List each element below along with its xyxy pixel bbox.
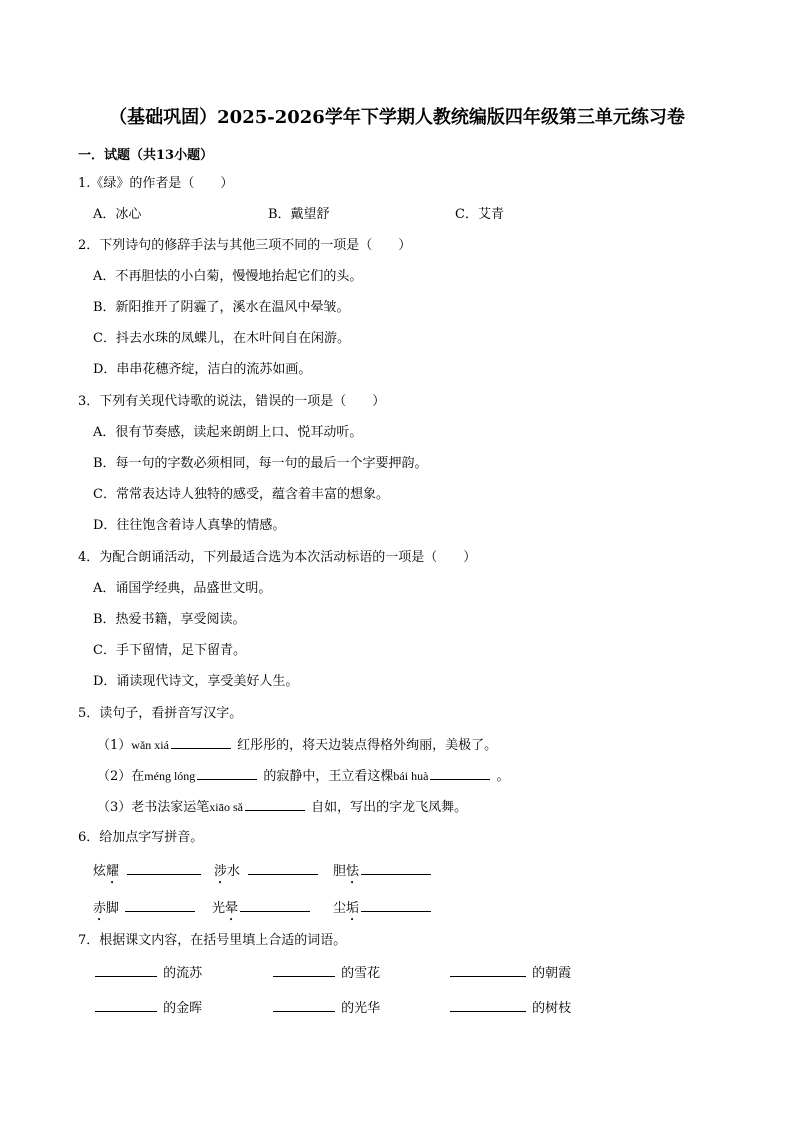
q5-s2-prefix: （2）在: [97, 769, 145, 784]
q7-item-2-text: 的雪花: [341, 966, 381, 981]
q1-option-c: C．艾青: [455, 207, 504, 222]
q7-item-3-text: 的朝霞: [532, 966, 572, 981]
q6-blank-1[interactable]: [127, 862, 201, 875]
q5-s3-prefix: （3）老书法家运笔: [97, 800, 210, 815]
q7-blank-2[interactable]: [273, 964, 335, 977]
q6-blank-2[interactable]: [248, 862, 318, 875]
q7-item-5: [271, 999, 380, 1018]
q2-option-b: B．新阳推开了阴霾了，溪水在温风中晕皱。: [93, 300, 350, 315]
q5-s1-blank[interactable]: [171, 736, 231, 749]
q6-word-3: [333, 862, 433, 887]
question-7-stem: 7．根据课文内容，在括号里填上合适的词语。: [78, 933, 347, 948]
page-title: （基础巩固）2025-2026学年下学期人教统编版四年级第三单元练习卷: [109, 107, 685, 128]
q7-blank-6[interactable]: [450, 999, 526, 1012]
q6-word-4: [93, 899, 197, 924]
q6-word-4-text: 赤脚: [93, 901, 120, 916]
q7-blank-4[interactable]: [95, 999, 157, 1012]
question-6-stem: 6．给加点字写拼音。: [78, 830, 204, 845]
q7-item-6-text: 的树枝: [532, 1001, 572, 1016]
q5-s3-pinyin: xiāo sǎ: [209, 800, 243, 814]
question-2-stem: 2．下列诗句的修辞手法与其他三项不同的一项是（ ）: [78, 238, 412, 253]
q7-item-3: [448, 964, 571, 983]
q3-option-d: D．往往饱含着诗人真挚的情感。: [93, 518, 286, 533]
q5-sentence-1: [97, 736, 497, 755]
question-5-stem: 5．读句子，看拼音写汉字。: [78, 706, 243, 721]
q7-item-1-text: 的流苏: [163, 966, 203, 981]
q7-item-2: [271, 964, 380, 983]
q5-s2-pinyin-1: méng lóng: [144, 769, 196, 783]
q5-s3-blank[interactable]: [245, 798, 305, 811]
q4-option-b: B．热爱书籍，享受阅读。: [93, 612, 246, 627]
q5-s1-pinyin: wǎn xiá: [131, 738, 169, 752]
q5-s2-pinyin-2: bái huà: [393, 769, 429, 783]
q6-word-6-text: 尘垢: [333, 901, 360, 916]
q6-word-3-text: 胆怯: [333, 864, 360, 879]
q7-blank-3[interactable]: [450, 964, 526, 977]
q6-blank-4[interactable]: [125, 899, 195, 912]
q5-s2-suffix: 。: [492, 769, 510, 784]
q5-s3-suffix: 自如，写出的字龙飞凤舞。: [306, 800, 468, 815]
q5-s2-blank-2[interactable]: [430, 767, 490, 780]
question-1-stem: 1.《绿》的作者是（ ）: [78, 176, 234, 191]
q7-blank-1[interactable]: [95, 964, 157, 977]
q7-item-4-text: 的金晖: [163, 1001, 203, 1016]
question-4-stem: 4．为配合朗诵活动，下列最适合选为本次活动标语的一项是（ ）: [78, 550, 477, 565]
q2-option-d: D．串串花穗齐绽，洁白的流苏如画。: [93, 362, 312, 377]
q6-blank-5[interactable]: [240, 899, 310, 912]
q7-item-6: [448, 999, 571, 1018]
q6-word-5-text: 光晕: [212, 901, 239, 916]
q2-option-c: C．抖去水珠的凤蝶儿，在木叶间自在闲游。: [93, 331, 350, 346]
q6-word-1: [93, 862, 203, 887]
q7-item-5-text: 的光华: [341, 1001, 381, 1016]
q7-blank-5[interactable]: [273, 999, 335, 1012]
q7-item-1: [93, 964, 202, 983]
q6-word-2-text: 涉水: [214, 864, 241, 879]
q6-word-2: [214, 862, 320, 887]
q6-word-5: [212, 899, 312, 924]
q4-option-a: A．诵国学经典，品盛世文明。: [93, 581, 272, 596]
q7-item-4: [93, 999, 202, 1018]
question-3-stem: 3．下列有关现代诗歌的说法，错误的一项是（ ）: [78, 394, 386, 409]
section-heading: 一．试题（共13小题）: [78, 148, 214, 163]
q6-blank-6[interactable]: [361, 899, 431, 912]
q6-word-6: [333, 899, 433, 924]
q3-option-c: C．常常表达诗人独特的感受，蕴含着丰富的想象。: [93, 487, 389, 502]
q2-option-a: A．不再胆怯的小白菊，慢慢地抬起它们的头。: [93, 269, 363, 284]
q4-option-d: D．诵读现代诗文，享受美好人生。: [93, 674, 299, 689]
q5-s1-prefix: （1）: [97, 738, 132, 753]
q3-option-a: A．很有节奏感，读起来朗朗上口、悦耳动听。: [93, 425, 363, 440]
q1-option-b: B．戴望舒: [268, 207, 330, 222]
q5-sentence-2: [97, 767, 510, 786]
q4-option-c: C．手下留情，足下留青。: [93, 643, 246, 658]
q6-word-1-text: 炫耀: [93, 864, 120, 879]
q1-option-a: A．冰心: [93, 207, 142, 222]
q5-s2-middle: 的寂静中，王立看这棵: [259, 769, 394, 784]
q5-s1-suffix: 红彤彤的，将天边装点得格外绚丽，美极了。: [232, 738, 498, 753]
q5-s2-blank-1[interactable]: [197, 767, 257, 780]
q5-sentence-3: [97, 798, 467, 817]
q6-blank-3[interactable]: [361, 862, 431, 875]
q3-option-b: B．每一句的字数必须相同，每一句的最后一个字要押韵。: [93, 456, 428, 471]
